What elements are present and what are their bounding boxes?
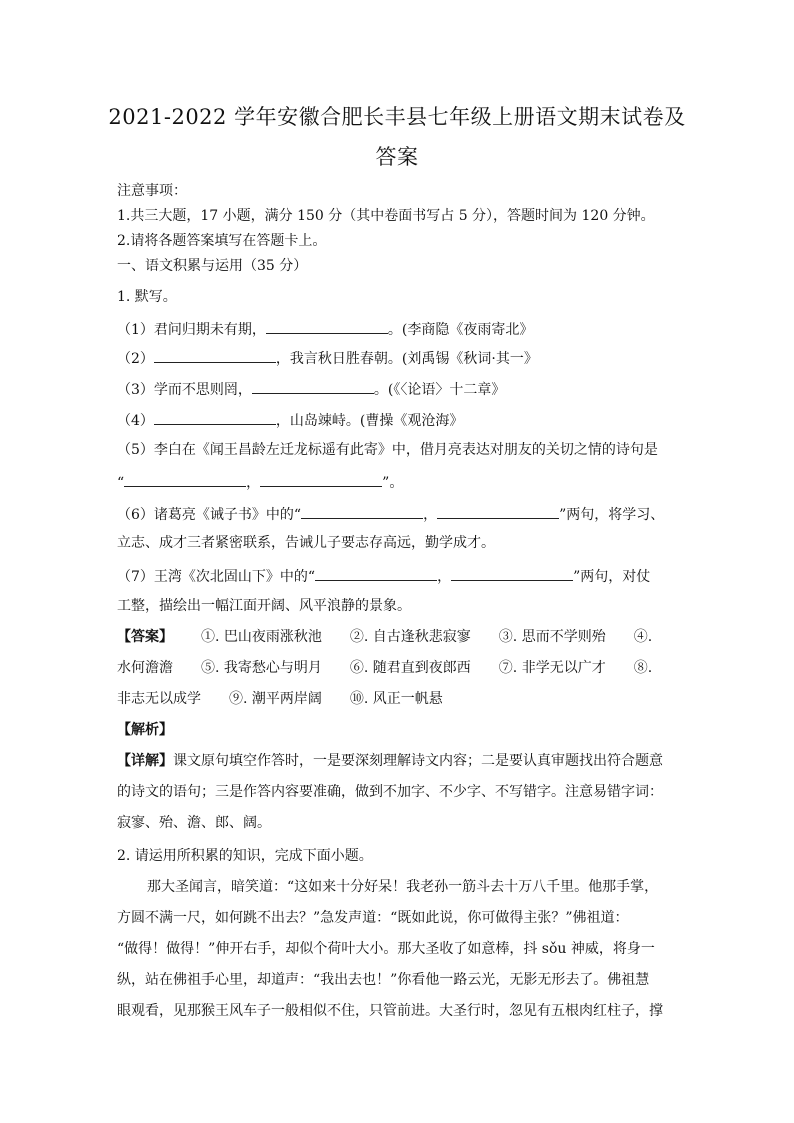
q1-5-close-quote: ”。 bbox=[382, 475, 404, 491]
answer-blank bbox=[315, 568, 437, 581]
q1-7-comma: ， bbox=[437, 569, 452, 585]
question-1-3 bbox=[117, 381, 687, 397]
question-1-1 bbox=[117, 321, 687, 337]
passage-line-1: 那大圣闻言，暗笑道：“这如来十分好呆！我老孙一筋斗去十万八千里。他那手掌， bbox=[147, 879, 659, 895]
answers-line-1 bbox=[117, 630, 687, 644]
q1-2-suffix: ，我言秋日胜春朝。(刘禹锡《秋词·其一》 bbox=[275, 351, 538, 367]
q1-3-suffix: 。(《〈论语〉十二章》 bbox=[373, 382, 506, 398]
q1-6-comma: ， bbox=[423, 507, 438, 523]
q1-2-prefix: （2） bbox=[117, 351, 154, 367]
question-1-5-line-1: （5）李白在《闻王昌龄左迁龙标遥有此寄》中，借月亮表达对朋友的关切之情的诗句是 bbox=[117, 442, 658, 458]
answers-line-2: 水何澹澹 ⑤. 我寄愁心与明月 ⑥. 随君直到夜郎西 ⑦. 非学无以广才 ⑧. bbox=[117, 660, 653, 676]
answer-blank bbox=[266, 321, 388, 334]
doc-title-line-1: 2021-2022 学年安徽合肥长丰县七年级上册语文期末试卷及 bbox=[108, 105, 686, 129]
answer-label: 【答案】 bbox=[117, 629, 173, 645]
notice-heading: 注意事项： bbox=[117, 183, 187, 199]
question-1-7-line-1 bbox=[117, 568, 687, 584]
answer-blank bbox=[301, 506, 423, 519]
q1-5-open-quote: “ bbox=[117, 475, 125, 491]
answer-blank bbox=[124, 474, 246, 487]
q1-3-prefix: （3）学而不思则罔， bbox=[117, 382, 252, 398]
answers-text-1: ①. 巴山夜雨涨秋池 ②. 自古逢秋悲寂寥 ③. 思而不学则殆 ④. bbox=[201, 629, 653, 645]
q1-1-suffix: 。(李商隐《夜雨寄北》 bbox=[387, 322, 534, 338]
detail-line-2: 的诗文的语句；三是作答内容要准确，做到不加字、不少字、不写错字。注意易错字词： bbox=[117, 784, 663, 800]
q1-4-prefix: （4） bbox=[117, 413, 154, 429]
notice-item-1: 1.共三大题，17 小题，满分 150 分（其中卷面书写占 5 分），答题时间为 120 分钟。 bbox=[117, 208, 655, 224]
notice-item-2: 2.请将各题答案填写在答题卡上。 bbox=[117, 233, 327, 249]
q1-4-suffix: ，山岛竦峙。(曹操《观沧海》 bbox=[275, 413, 464, 429]
question-2-stem: 2. 请运用所积累的知识，完成下面小题。 bbox=[117, 848, 373, 864]
answer-blank bbox=[154, 412, 276, 425]
q1-7-prefix: （7）王湾《次北固山下》中的“ bbox=[117, 569, 316, 585]
answer-blank bbox=[451, 568, 573, 581]
section-heading-1: 一、语文积累与运用（35 分） bbox=[117, 258, 308, 274]
q1-6-prefix: （6）诸葛亮《诫子书》中的“ bbox=[117, 507, 302, 523]
question-1-5-line-2 bbox=[117, 474, 687, 490]
doc-title-line-2: 答案 bbox=[375, 145, 419, 169]
passage-line-2: 方圆不满一尺，如何跳不出去？”急发声道：“既如此说，你可做得主张？”佛祖道： bbox=[117, 910, 629, 926]
question-1-6-line-2: 立志、成才三者紧密联系，告诫儿子要志存高远，勤学成才。 bbox=[117, 535, 495, 551]
q1-1-prefix: （1）君问归期未有期， bbox=[117, 322, 266, 338]
detail-text-1: 课文原句填空作答时，一是要深刻理解诗文内容；二是要认真审题找出符合题意 bbox=[173, 753, 663, 769]
answers-line-3: 非志无以成学 ⑨. 潮平两岸阔 ⑩. 风正一帆悬 bbox=[117, 691, 443, 707]
question-1-7-line-2: 工整，描绘出一幅江面开阔、风平浪静的景象。 bbox=[117, 598, 411, 614]
detail-line-1 bbox=[117, 754, 687, 768]
answer-blank bbox=[252, 381, 374, 394]
passage-line-5: 眼观看，见那猴王风车子一般相似不住，只管前进。大圣行时，忽见有五根肉红柱子，撑 bbox=[117, 1003, 663, 1019]
q1-7-suffix: ”两句，对仗 bbox=[573, 569, 651, 585]
passage-line-3: “做得！做得！”伸开右手，却似个荷叶大小。那大圣收了如意棒，抖 sǒu 神威，将身一 bbox=[117, 941, 655, 957]
q1-5-comma: ， bbox=[246, 475, 261, 491]
passage-line-4: 纵，站在佛祖手心里，却道声：“我出去也！”你看他一路云光，无影无形去了。佛祖慧 bbox=[117, 972, 650, 988]
detail-label: 【详解】 bbox=[117, 753, 173, 769]
detail-line-3: 寂寥、殆、澹、郎、阔。 bbox=[117, 815, 271, 831]
answer-blank bbox=[154, 350, 276, 363]
question-1-stem: 1. 默写。 bbox=[117, 289, 177, 305]
q1-6-suffix: ”两句，将学习、 bbox=[559, 507, 665, 523]
question-1-2 bbox=[117, 350, 687, 366]
question-1-4 bbox=[117, 412, 687, 428]
answer-blank bbox=[260, 474, 382, 487]
answer-blank bbox=[437, 506, 559, 519]
question-1-6-line-1 bbox=[117, 506, 687, 522]
analysis-label: 【解析】 bbox=[117, 722, 173, 738]
